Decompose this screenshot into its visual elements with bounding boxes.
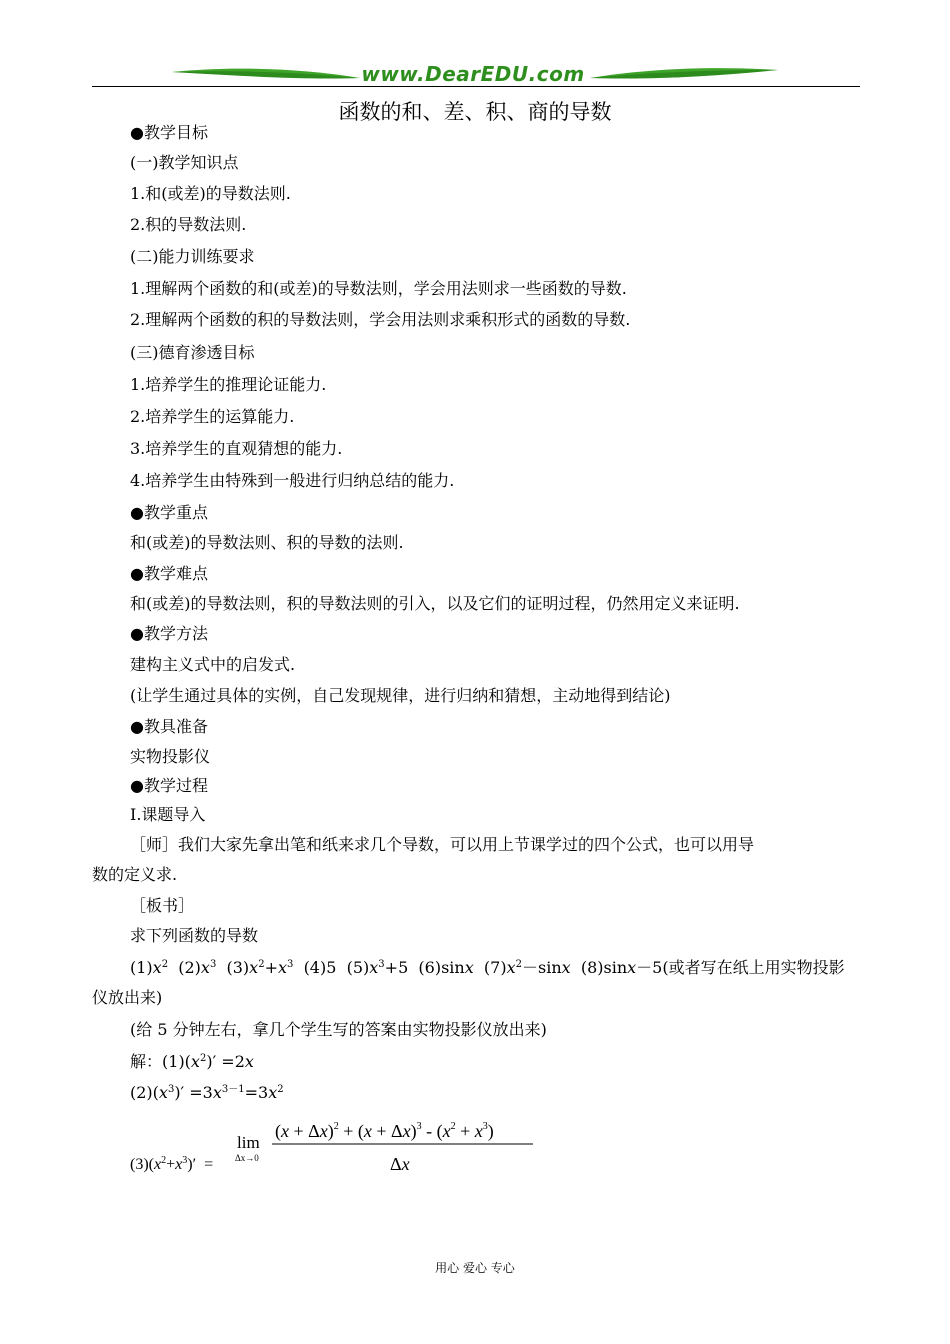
text-line: 数的定义求.: [92, 865, 178, 884]
section-heading: ●教学难点: [130, 564, 208, 583]
logo-text: www.DearEDU.com: [361, 62, 585, 86]
subheading: (一)教学知识点: [130, 153, 239, 172]
text-line: 建构主义式中的启发式.: [130, 655, 296, 674]
text-line: 3.培养学生的直观猜想的能力.: [130, 439, 343, 458]
text-line: 1.理解两个函数的和(或差)的导数法则，学会用法则求一些函数的导数.: [130, 279, 627, 298]
exercise-tail: (或者写在纸上用实物投影: [662, 958, 845, 977]
text-line: 求下列函数的导数: [130, 926, 259, 945]
section-heading: ●教学目标: [130, 123, 208, 142]
svg-text:(3)(x2+x3)′ =: $(3)(x^2+x^3)'$ =: [130, 1155, 214, 1173]
section-heading: ●教学过程: [130, 776, 208, 795]
svg-text:(x + Δx)2 + (x + Δx)3 - (x2 +: $(x + \Delta x)^2 + (x + \Delta x)^3 - (x^2 + x^3)$: [275, 1121, 494, 1141]
text-line: ［板书］: [130, 896, 195, 915]
text-line: 4.培养学生由特殊到一般进行归纳总结的能力.: [130, 471, 455, 490]
text-line: 和(或差)的导数法则，积的导数法则的引入，以及它们的证明过程，仍然用定义来证明.: [130, 594, 740, 613]
solution-prefix: 解：: [130, 1052, 163, 1071]
text-line: 1.培养学生的推理论证能力.: [130, 375, 327, 394]
exercise-list: $(1)x^2$ $(2)x^3$ $(3)x^2+x^3$ (4)5 $(5)x^3+5$ (6)sinx $(7)x^2-\sin x$ (8)sinx－5(或者写在纸上用实物投影: [130, 958, 845, 977]
section-heading: ●教学方法: [130, 624, 208, 643]
text-line: 2.培养学生的运算能力.: [130, 407, 295, 426]
site-logo: [170, 62, 780, 86]
subheading: (三)德育渗透目标: [130, 343, 255, 362]
text-line: 实物投影仪: [130, 747, 211, 766]
subheading: (二)能力训练要求: [130, 247, 255, 266]
section-heading: ●教学重点: [130, 503, 208, 522]
svg-text:Δx→0: Δx→0: [235, 1153, 259, 1163]
svg-text:Δx: Δx: [390, 1154, 410, 1174]
solution-3: [92, 1110, 652, 1190]
text-line: 仪放出来): [92, 988, 163, 1007]
limit-formula: [92, 1110, 652, 1190]
text-line: 和(或差)的导数法则、积的导数的法则.: [130, 533, 404, 552]
header-rule: [92, 86, 860, 87]
text-line: 1.和(或差)的导数法则.: [130, 184, 291, 203]
subheading: Ⅰ.课题导入: [130, 805, 206, 824]
text-line: ［师］我们大家先拿出笔和纸来求几个导数，可以用上节课学过的四个公式，也可以用导: [130, 835, 755, 854]
section-heading: ●教具准备: [130, 717, 208, 736]
text-line: (让学生通过具体的实例，自己发现规律，进行归纳和猜想，主动地得到结论): [130, 686, 671, 705]
svg-text:lim: lim: [237, 1133, 260, 1152]
page-footer: 用心 爱心 专心: [435, 1261, 515, 1275]
page-title: 函数的和、差、积、商的导数: [338, 100, 612, 124]
text-line: (给 5 分钟左右，拿几个学生写的答案由实物投影仪放出来): [130, 1020, 547, 1039]
solution-2: $(2)(x^3)' =3x^{3-1}=3x^2$: [130, 1083, 284, 1102]
solution-1: 解：$(1)(x^2)' =2x$: [130, 1052, 254, 1071]
text-line: 2.积的导数法则.: [130, 215, 247, 234]
text-line: 2.理解两个函数的积的导数法则，学会用法则求乘积形式的函数的导数.: [130, 310, 631, 329]
